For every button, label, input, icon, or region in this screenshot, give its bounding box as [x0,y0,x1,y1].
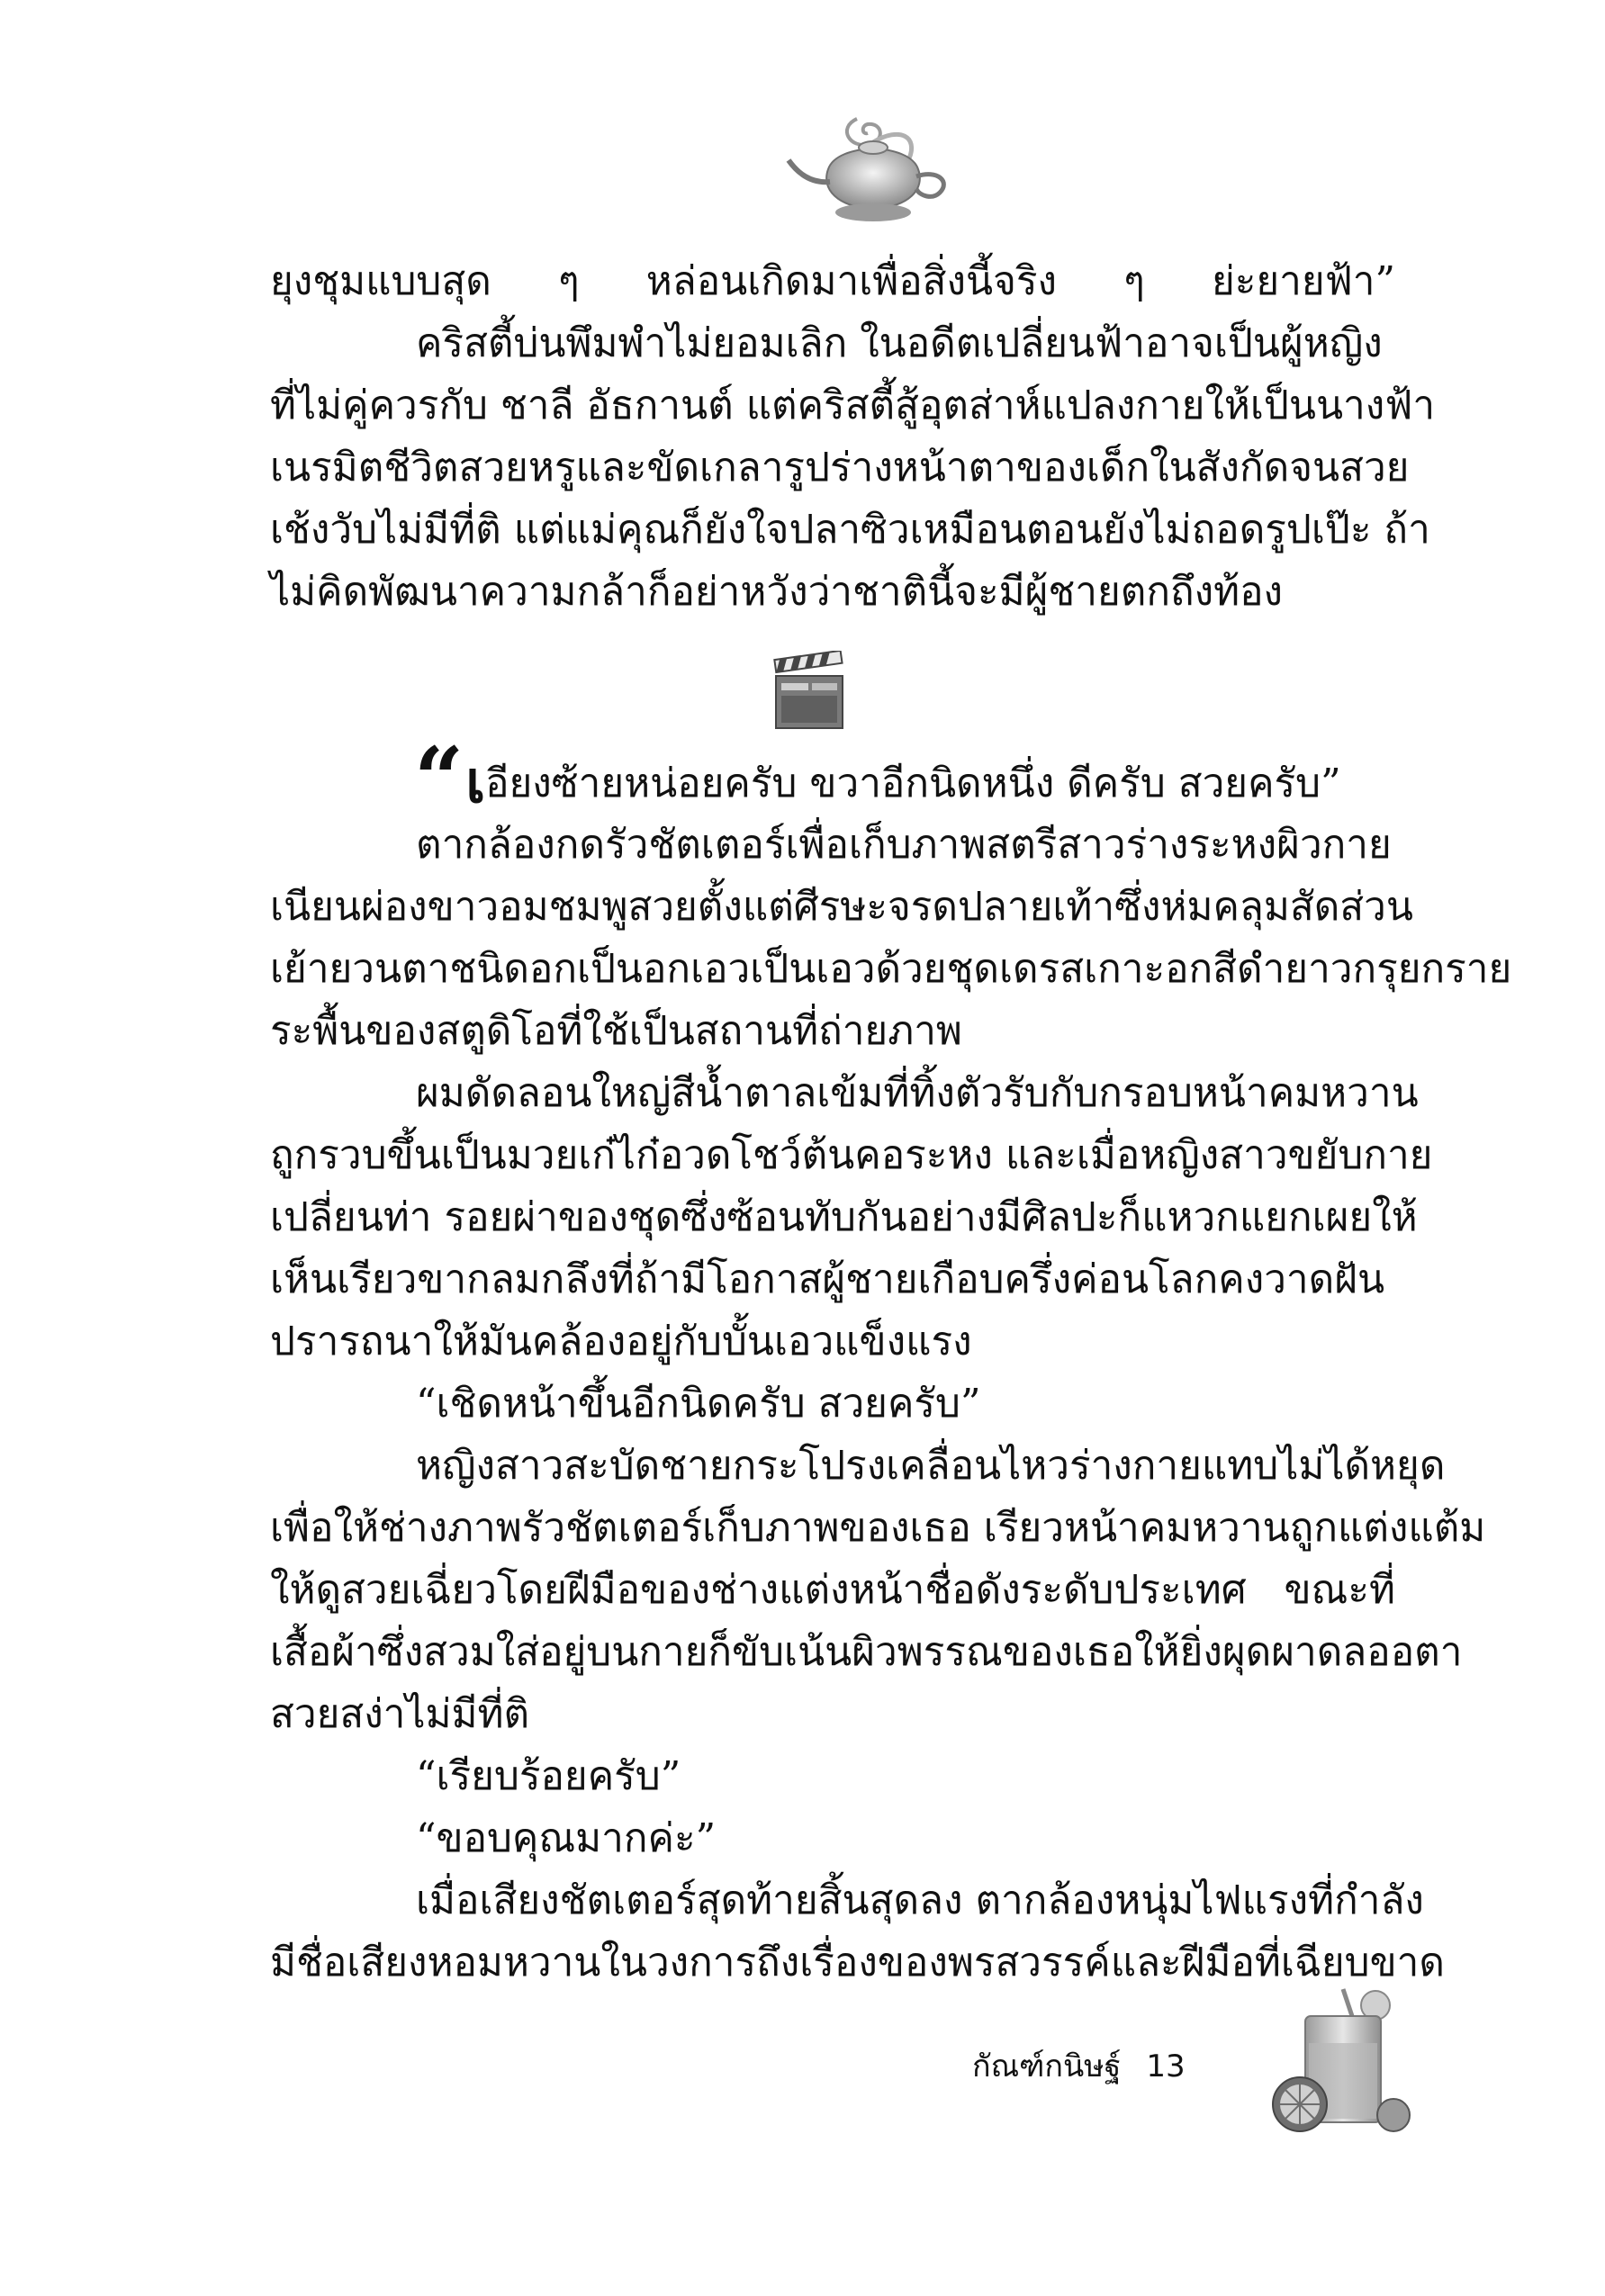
juice-glass-orange-icon [1260,1980,1413,2133]
page-number: 13 [1146,2048,1186,2084]
paragraph-line: สวยสง่าไม่มีที่ติ [270,1691,530,1737]
paragraph-line: ตากล้องกดรัวชัตเตอร์เพื่อเก็บภาพสตรีสาวร่างระหงผิวกาย [416,822,1392,868]
paragraph-line: มีชื่อเสียงหอมหวานในวงการถึงเรื่องของพรสวรรค์และฝีมือที่เฉียบขาด [270,1940,1445,1985]
teapot-genie-icon [774,106,963,250]
paragraph-line: เนียนผ่องขาวอมชมพูสวยตั้งแต่ศีรษะจรดปลายเท้าซึ่งห่มคลุมสัดส่วน [270,884,1413,930]
paragraph-line: เย้ายวนตาชนิดอกเป็นอกเอวเป็นเอวด้วยชุดเดรสเกาะอกสีดำยาวกรุยกราย [270,946,1512,992]
clapperboard-icon [772,651,846,732]
section-1-text [270,250,1436,623]
paragraph-line: “ขอบคุณมากค่ะ” [416,1815,717,1861]
paragraph-line: ยุงชุมแบบสุด ๆ หล่อนเกิดมาเพื่อสิ่งนี้จริง ๆ ย่ะยายฟ้า” [270,258,1395,304]
paragraph-line: ระพื้นของสตูดิโอที่ใช้เป็นสถานที่ถ่ายภาพ [270,1008,962,1054]
paragraph-line: เนรมิตชีวิตสวยหรูและขัดเกลารูปร่างหน้าตาของเด็กในสังกัดจนสวย [270,445,1410,491]
section-2-text [270,814,1512,1994]
paragraph-line: ผมดัดลอนใหญ่สีน้ำตาลเข้มที่ทิ้งตัวรับกับกรอบหน้าคมหวาน [416,1070,1419,1116]
drop-letter: เ [465,749,486,816]
paragraph-line: เมื่อเสียงชัตเตอร์สุดท้ายสิ้นสุดลง ตากล้องหนุ่มไฟแรงที่กำลัง [416,1877,1424,1923]
paragraph-line: ให้ดูสวยเฉี่ยวโดยฝีมือของช่างแต่งหน้าชื่อดังระดับประเทศ ขณะที่ [270,1567,1395,1613]
paragraph-line: เปลี่ยนท่า รอยผ่าของชุดซึ่งซ้อนทับกันอย่างมีศิลปะก็แหวกแยกเผยให้ [270,1194,1418,1240]
paragraph-line: เห็นเรียวขากลมกลึงที่ถ้ามีโอกาสผู้ชายเกือบครึ่งค่อนโลกคงวาดฝัน [270,1256,1385,1302]
book-title: กัณฑ์กนิษฐ์ [972,2048,1122,2084]
opening-line-text: อียงซ้ายหน่อยครับ ขวาอีกนิดหนึ่ง ดีครับ สวยครับ” [485,761,1341,806]
paragraph-line: ไม่คิดพัฒนาความกล้าก็อย่าหวังว่าชาตินี้จะมีผู้ชายตกถึงท้อง [270,569,1284,615]
paragraph-line: “เรียบร้อยครับ” [416,1753,681,1799]
paragraph-line: ที่ไม่คู่ควรกับ ชาลี อัธกานต์ แต่คริสตี้สู้อุตส่าห์แปลงกายให้เป็นนางฟ้า [270,383,1436,428]
paragraph-line: ปรารถนาให้มันคล้องอยู่กับบั้นเอวแข็งแรง [270,1319,972,1364]
open-quote-mark: “ [414,728,464,830]
paragraph-line: เสื้อผ้าซึ่งสวมใส่อยู่บนกายก็ขับเน้นผิวพรรณของเธอให้ยิ่งผุดผาดลออตา [270,1629,1463,1675]
paragraph-line: ถูกรวบขึ้นเป็นมวยเก๋ไก๋อวดโชว์ต้นคอระหง และเมื่อหญิงสาวขยับกาย [270,1132,1433,1178]
paragraph-line: “เชิดหน้าขึ้นอีกนิดครับ สวยครับ” [416,1381,981,1427]
page-footer [972,2041,1186,2090]
paragraph-line: เพื่อให้ช่างภาพรัวชัตเตอร์เก็บภาพของเธอ เรียวหน้าคมหวานถูกแต่งแต้ม [270,1505,1486,1551]
paragraph-line: หญิงสาวสะบัดชายกระโปรงเคลื่อนไหวร่างกายแทบไม่ได้หยุด [416,1443,1446,1489]
opening-dialogue-line [414,728,1341,830]
paragraph-line: เช้งวับไม่มีที่ติ แต่แม่คุณก็ยังใจปลาซิวเหมือนตอนยังไม่ถอดรูปเป๊ะ ถ้า [270,507,1430,553]
paragraph-line: คริสตี้บ่นพึมพำไม่ยอมเลิก ในอดีตเปลี่ยนฟ้าอาจเป็นผู้หญิง [416,320,1383,366]
